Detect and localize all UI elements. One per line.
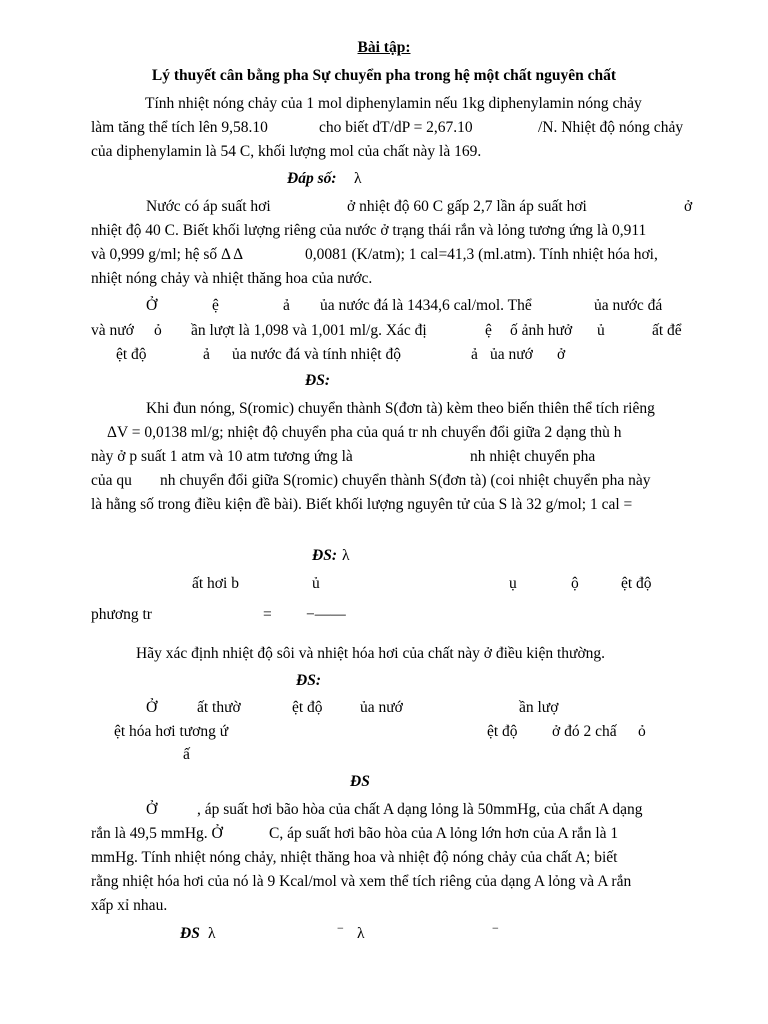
p6-line2d: ỏ (638, 723, 646, 740)
p7-answer-symbol-2: λ (357, 925, 365, 942)
p6-answer-label: ĐS (350, 773, 370, 790)
p2-line1a: Nước có áp suất hơi (146, 198, 271, 215)
p3-line3c: ủa nước đá và tính nhiệt độ (232, 346, 401, 363)
p6-line1e: ần lượ (519, 699, 559, 716)
p3-line3f: ở (557, 346, 566, 363)
p1-line2c: /N. Nhiệt độ nóng chảy (538, 119, 684, 136)
p3-line1e: ủa nước đá (594, 297, 663, 314)
p3-line2c: ần lượt là 1,098 và 1,001 ml/g. Xác đị (191, 322, 427, 339)
p3-line1a: Ở (146, 297, 158, 314)
p6-line1d: ủa nướ (360, 699, 403, 716)
p2-line3a: và 0,999 g/ml; hệ số Δ Δ (91, 246, 244, 263)
p6-line2c: ở đó 2 chấ (552, 723, 617, 740)
p4-answer-label: ĐS: (312, 547, 337, 564)
p4-answer-symbol: λ (342, 547, 350, 564)
p5-line1b: ủ (312, 575, 320, 592)
p7-line2b: C, áp suất hơi bão hòa của A lỏng lớn hơn của A rắn là 1 (269, 825, 619, 842)
p1-line1: Tính nhiệt nóng chảy của 1 mol diphenylamin nếu 1kg diphenylamin nóng chảy (145, 95, 642, 112)
p4-line3a: này ở p suất 1 atm và 10 atm tương ứng là (91, 448, 353, 465)
p3-line2a: và nướ (91, 322, 134, 339)
p5-line2a: phương tr (91, 606, 152, 623)
p3-line3a: ệt độ (116, 346, 147, 363)
p3-line3d: ả (471, 346, 478, 363)
p7-line1b: , áp suất hơi bão hòa của chất A dạng lỏng là 50mmHg, của chất A dạng (197, 801, 643, 818)
p5-answer-label: ĐS: (296, 672, 321, 689)
p3-line3b: ả (203, 346, 210, 363)
p1-answer-symbol: λ (354, 170, 362, 187)
p2-line3b: 0,0081 (K/atm); 1 cal=41,3 (ml.atm). Tính nhiệt hóa hơi, (305, 246, 658, 263)
p4-line5: là hằng số trong điều kiện đề bài). Biết khối lượng nguyên tử của S là 32 g/mol; 1 cal = (91, 496, 633, 513)
p3-line2g: ất để (652, 322, 682, 339)
p7-line2a: rắn là 49,5 mmHg. Ở (91, 825, 223, 842)
page-title: Bài tập: (357, 39, 411, 56)
p3-line2d: ệ (485, 322, 492, 339)
p6-line2b: ệt độ (487, 723, 518, 740)
p4-line4a: của qu (91, 472, 132, 489)
p1-answer-label: Đáp số: (287, 170, 337, 187)
p6-line1b: ất thườ (197, 699, 241, 716)
p6-line2a: ệt hóa hơi tương ứ (114, 723, 229, 740)
p2-line1b: ở nhiệt độ 60 C gấp 2,7 lần áp suất hơi (347, 198, 587, 215)
p3-line1c: ả (283, 297, 290, 314)
p5-line3: Hãy xác định nhiệt độ sôi và nhiệt hóa hơi của chất này ở điều kiện thường. (136, 645, 606, 662)
p2-line2: nhiệt độ 40 C. Biết khối lượng riêng của nước ở trạng thái rắn và lỏng tương ứng là 0,911 (91, 222, 647, 239)
p7-answer-symbol-1: λ (208, 925, 216, 942)
p4-line2: ΔV = 0,0138 ml/g; nhiệt độ chuyển pha của quá tr nh chuyển đổi giữa 2 dạng thù h (107, 424, 622, 441)
p5-line1e: ệt độ (621, 575, 652, 592)
p4-line3b: nh nhiệt chuyển pha (470, 448, 596, 465)
p4-line4b: nh chuyển đổi giữa S(romic) chuyển thành S(đơn tà) (coi nhiệt chuyển pha này (160, 472, 651, 489)
p6-line1a: Ở (146, 699, 158, 716)
p6-line3: ấ (183, 746, 190, 763)
p1-line3: của diphenylamin là 54 C, khối lượng mol của chất này là 169. (91, 143, 482, 160)
p4-line1: Khi đun nóng, S(romic) chuyển thành S(đơn tà) kèm theo biến thiên thể tích riêng (146, 400, 655, 417)
p7-line1a: Ở (146, 801, 158, 818)
p3-line2e: ố ảnh hưở (510, 322, 573, 339)
p3-line1d: ủa nước đá là 1434,6 cal/mol. Thể (320, 297, 532, 314)
p7-minus-2: − (492, 921, 499, 935)
page-subtitle: Lý thuyết cân bằng pha Sự chuyển pha trong hệ một chất nguyên chất (151, 67, 617, 84)
p5-line1d: ộ (571, 575, 579, 592)
p5-line2c: −—— (306, 606, 346, 623)
p3-line2b: ỏ (154, 322, 162, 339)
p3-answer-label: ĐS: (305, 372, 330, 389)
p7-line4: rằng nhiệt hóa hơi của nó là 9 Kcal/mol và xem thể tích riêng của dạng A lỏng và A rắn (91, 873, 632, 890)
p5-line1a: ất hơi b (192, 575, 239, 592)
p5-line2b: = (263, 606, 272, 623)
p7-minus-1: − (337, 921, 344, 935)
p1-line2a: làm tăng thể tích lên 9,58.10 (91, 119, 268, 136)
p3-line3e: ủa nướ (490, 346, 533, 363)
p2-line1c: ở (684, 198, 693, 215)
p6-line1c: ệt độ (292, 699, 323, 716)
p3-line1b: ệ (212, 297, 219, 314)
p1-line2b: cho biết dT/dP = 2,67.10 (319, 119, 473, 136)
p7-answer-label: ĐS (180, 925, 200, 942)
p7-line3: mmHg. Tính nhiệt nóng chảy, nhiệt thăng hoa và nhiệt độ nóng chảy của chất A; biết (91, 849, 618, 866)
p3-line2f: ủ (597, 322, 605, 339)
p2-line4: nhiệt nóng chảy và nhiệt thăng hoa của nước. (91, 270, 373, 287)
p5-line1c: ụ (509, 575, 517, 592)
p7-line5: xấp xỉ nhau. (91, 897, 168, 914)
